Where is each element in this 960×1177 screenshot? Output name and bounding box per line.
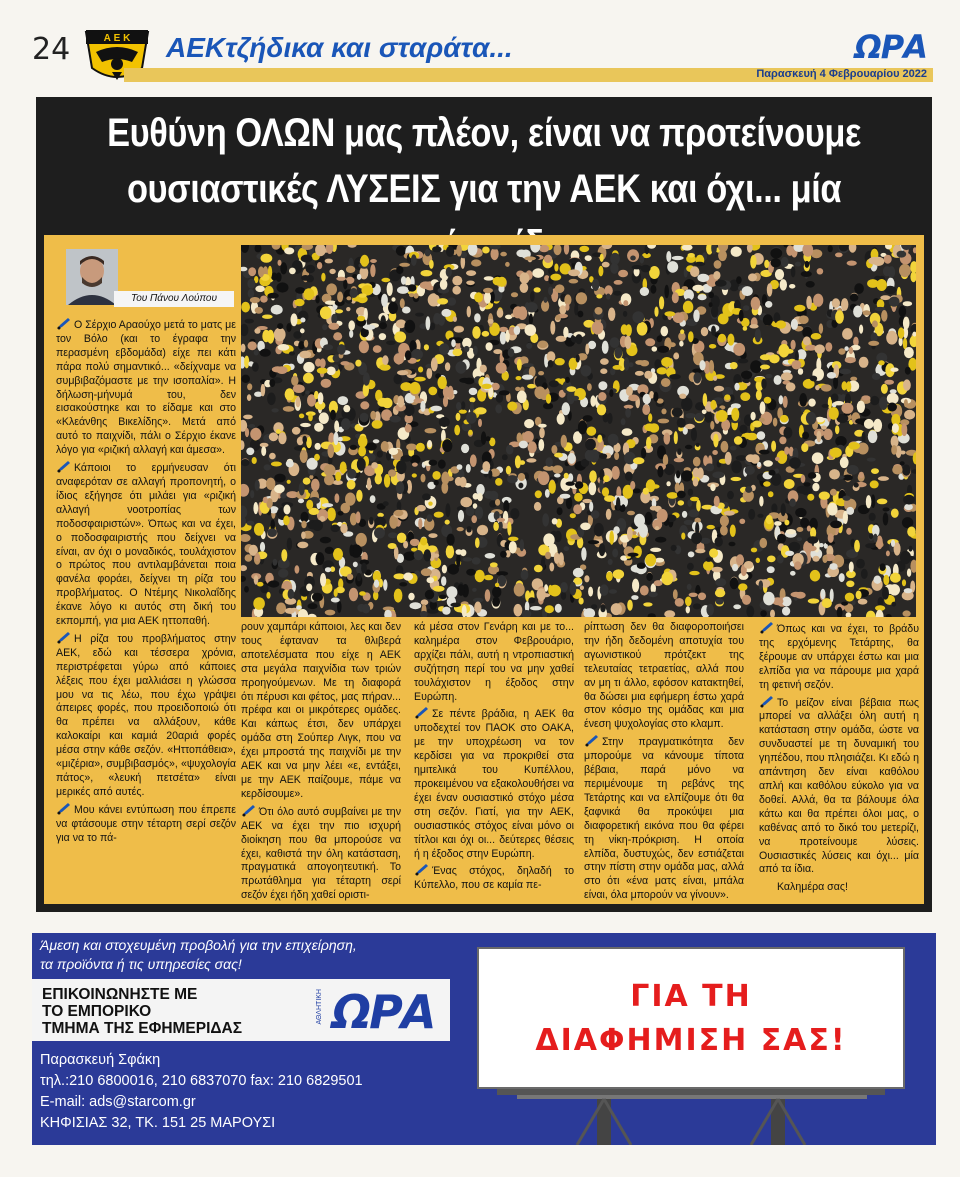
paragraph-text: Όπως και να έχει, το βράδυ της ερχόμενης Τετάρτης, θα ξέρουμε αν υπάρχει έστω και μια ελπίδα για να πάρουμε μια χαρά τη φετινή σεζόν. (759, 623, 919, 691)
paragraph (241, 621, 401, 802)
paragraph (56, 631, 236, 800)
author-label: Του Πάνου Λούπου (114, 291, 234, 307)
ad-email[interactable]: E-mail: ads@starcom.gr (40, 1094, 196, 1110)
paragraph-text: Στην πραγματικότητα δεν μπορούμε να κάνουμε τίποτα βέβαια, παρά μόνο να περιμένουμε τη ρεβάνς της Τετάρτης και να ελπίζουμε ότι θα ξαφνικά θα προκύψει μια διαφορετική εικόνα που θα φέρει τη νίκη-πρόκριση. Η οποία ελπίδα, δυστυχώς, δεν εστιάζεται στην πίστη στην ομάδα μας, αλλά στο ότι «ένα ματς είναι, μπάλα είναι, όλα μπορούν να γίνουν». (584, 736, 744, 902)
paragraph (759, 695, 919, 878)
pen-icon (759, 695, 774, 708)
paragraph (56, 460, 236, 629)
issue-date: Παρασκευή 4 Φεβρουαρίου 2022 (756, 68, 927, 80)
paragraph-text: ρίπτωση δεν θα διαφοροποιήσει την ήδη δεδομένη αποτυχία του αγωνιστικού πρότζεκτ της τελευταίας τετραετίας, αλλά που αν μη τι άλλο, εφόσον κατακτηθεί, θα δώσει μια εφήμερη έστω χαρά στον κόσμο της ομάδας και μια ένεση ψυχολογίας στο κλαμπ. (584, 621, 744, 731)
pen-icon (414, 706, 429, 719)
pen-icon (56, 317, 71, 330)
pen-icon (56, 802, 71, 815)
ad-contact-name: Παρασκευή Σφάκη (40, 1052, 161, 1068)
billboard-line-2: ΔΙΑΦΗΜΙΣΗ ΣΑΣ! (535, 1023, 847, 1058)
paragraph (759, 881, 919, 895)
ad-contact-line-1: ΕΠΙΚΟΙΝΩΝΗΣΤΕ ΜΕ (42, 986, 198, 1003)
paragraph (584, 621, 744, 732)
author-byline (56, 245, 234, 307)
brand-logo: ΩΡΑ (854, 28, 927, 66)
paragraph-text: Κάποιοι το ερμήνευσαν ότι αναφερόταν σε αλλαγή προπονητή, ο ίδιος εξήγησε ότι μιλάει για «ριζική αλλαγή νοοτροπίας των ποδοσφαιριστών». Όπως και να έχει, ο ποδοσφαιριστής που δείχνει να είναι, αν όχι ο μοναδικός, τουλάχιστον ο πρώτος που αντιλαμβάνεται ποια φανέλα φοράει, δείχνει τη ρίζα του προβλήματος. Ο Ντέμης Νικολαΐδης έκανε λόγο κι αυτός στη δική του εκπομπή, για μια ΑΕΚ ηττοπαθή. (56, 462, 236, 628)
article-column-3 (414, 621, 574, 895)
ad-contact-line-3: ΤΜΗΜΑ ΤΗΣ ΕΦΗΜΕΡΙΔΑΣ (42, 1020, 243, 1037)
headline-line-1: Ευθύνη ΟΛΩΝ μας πλέον, είναι να προτείνουμε (107, 111, 861, 155)
pen-icon (56, 631, 71, 644)
article-frame (36, 97, 932, 912)
aek-logo-letters: Α Ε Κ (103, 33, 131, 44)
ad-logo: ΩΡΑ (332, 985, 435, 1039)
pen-icon (414, 863, 429, 876)
ad-address: ΚΗΦΙΣΙΑΣ 32, ΤΚ. 151 25 ΜΑΡΟΥΣΙ (40, 1115, 276, 1131)
ad-contact-line-2: ΤΟ ΕΜΠΟΡΙΚΟ (42, 1003, 152, 1020)
crowd-photo (241, 245, 916, 617)
ad-phones: τηλ.:210 6800016, 210 6837070 fax: 210 6829501 (40, 1073, 363, 1089)
paragraph (414, 706, 574, 861)
billboard-line-1: ΓΙΑ ΤΗ (630, 979, 752, 1014)
ad-logo-subtitle: ΑΘΛΗΤΙΚΗ (316, 989, 323, 1025)
author-photo (66, 249, 118, 305)
paragraph (414, 863, 574, 893)
paragraph (56, 802, 236, 846)
paragraph-text: Σε πέντε βράδια, η ΑΕΚ θα υποδεχτεί τον ΠΑΟΚ στο ΟΑΚΑ, με την υποχρέωση να τον κερδίσει για να προκριθεί στα ημιτελικά του Κυπέλλου, προκειμένου να εξακολουθήσει να έχει έναν ουσιαστικό στόχο μέσα στη σεζόν. Γιατί, για την ΑΕΚ, ουσιαστικός στόχος είναι μόνο οι τίτλοι και όχι οι... δεύτερες θέσεις ή η έξοδος στην Ευρώπη. (414, 708, 574, 860)
billboard (477, 947, 905, 1089)
article-column-2 (241, 621, 401, 905)
paragraph-text: Ότι όλο αυτό συμβαίνει με την ΑΕΚ να έχει την πιο ισχυρή διοίκηση που θα μπορούσε να έχει, καθιστά την όλη κατάσταση, πραγματικά απογοητευτική. Το πρωτάθλημα για τέταρτη σερί σεζόν έχει ήδη χαθεί οριστι- (241, 805, 401, 902)
ad-tagline-1: Άμεση και στοχευμένη προβολή για την επιχείρηση, (40, 937, 357, 953)
paragraph-text: κά μέσα στον Γενάρη και με το... καλημέρα στον Φεβρουάριο, αρχίζει πάλι, αυτή η ντροπιαστική συζήτηση περί του να μην χαθεί τουλάχιστον η έξοδος στην Ευρώπη. (414, 621, 574, 703)
article-column-1 (56, 317, 236, 848)
paragraph-text: Το μείζον είναι βέβαια πως μπορεί να αλλάξει όλη αυτή η κατάσταση στην ομάδα, ώστε να συνδυαστεί με τη δυναμική του γηπέδου, που πλησιάζει. Κι εδώ η απάντηση δεν είναι καθόλου απλή και καθόλου εύκολο για να δοθεί. Αλλά, θα τα βάλουμε όλα κάτω και θα πρέπει όλοι μας, ο καθένας από το δικό του μετερίζι, να προτείνουμε λύσεις. Ουσιαστικές λύσεις και όχι... μία από τα ίδια. (759, 696, 919, 876)
headline-line-2: ουσιαστικές ΛΥΣΕΙΣ για την ΑΕΚ και όχι... μία (126, 167, 842, 211)
paragraph (241, 804, 401, 903)
paragraph (759, 621, 919, 693)
closing-text: Καλημέρα σας! (777, 881, 848, 894)
ad-tagline-2: τα προϊόντα ή τις υπηρεσίες σας! (40, 956, 242, 972)
pen-icon (56, 460, 71, 473)
article-column-4 (584, 621, 744, 905)
article-column-5 (759, 621, 919, 897)
paragraph (584, 734, 744, 903)
paragraph-text: Η ρίζα του προβλήματος στην ΑΕΚ, εδώ και τέσσερα χρόνια, περιστρέφεται γύρω από κάποιες λέξεις που έχει μαλλιάσει η γλώσσα μου να τις λέω, που έχω γράψει άπειρες φορές, που προειδοποιώ ότι θα πρέπει να αλλάξουν, κάθε καλοκαίρι και καμιά 20αριά φορές μέσα στην κάθε σεζόν. «Ηττοπάθεια», «μιζέρια», συμβιβασμός», «ψυχολογία πάτος», «λευκή πετσέτα» είναι μερικές από αυτές. (56, 632, 236, 798)
paragraph-text: Ο Σέρχιο Αραούχο μετά το ματς με τον Βόλο (και το έγραφα την περασμένη εβδομάδα) είχε πει κάτι πάρα πολύ σημαντικό... «δείχναμε να συμβιβαζόμαστε με την ισοπαλία». Η δήλωση-μήνυμά του, δεν εισακούστηκε και το είδαμε και στο «Κλεάνθης Βικελίδης». Μετά από αυτό το παιχνίδι, πάλι ο Σέρχιο έκανε λόγο για «ριζική αλλαγή και άμεσα». (56, 319, 236, 457)
advertisement (32, 933, 936, 1145)
paragraph (414, 621, 574, 704)
paragraph (56, 317, 236, 458)
page-number: 24 (32, 32, 71, 67)
pen-icon (584, 734, 599, 747)
ad-contact-box (32, 979, 450, 1041)
pen-icon (241, 804, 256, 817)
section-title: AEKτζήδικα και σταράτα... (166, 32, 513, 63)
paragraph-text: ρουν χαμπάρι κάποιοι, λες και δεν τους έφταναν τα θλιβερά αποτελέσματα που είχε η ΑΕΚ στα μεγάλα παιχνίδια των τριών προηγούμενων. Με τη διαφορά ότι πέρυσι και φέτος, μας πήραν... πρέφα και οι μικρότερες ομάδες. Και κάπως έτσι, δεν υπάρχει ομάδα στη Σούπερ Λιγκ, που να έχει μπροστά της παιχνίδι με την ΑΕΚ και να μην λέει «ε, εντάξει, με την ΑΕΚ παίζουμε, πάμε να κερδίσουμε». (241, 621, 401, 800)
pen-icon (759, 621, 774, 634)
billboard-stand-icon (477, 1089, 905, 1145)
article-body (44, 235, 924, 904)
page-header (28, 28, 933, 86)
paragraph-text: Ένας στόχος, δηλαδή το Κύπελλο, που σε καμία πε- (414, 865, 574, 892)
paragraph-text: Μου κάνει εντύπωση που έπρεπε να φτάσουμε στην τέταρτη σερί σεζόν για να το πά- (56, 803, 236, 844)
